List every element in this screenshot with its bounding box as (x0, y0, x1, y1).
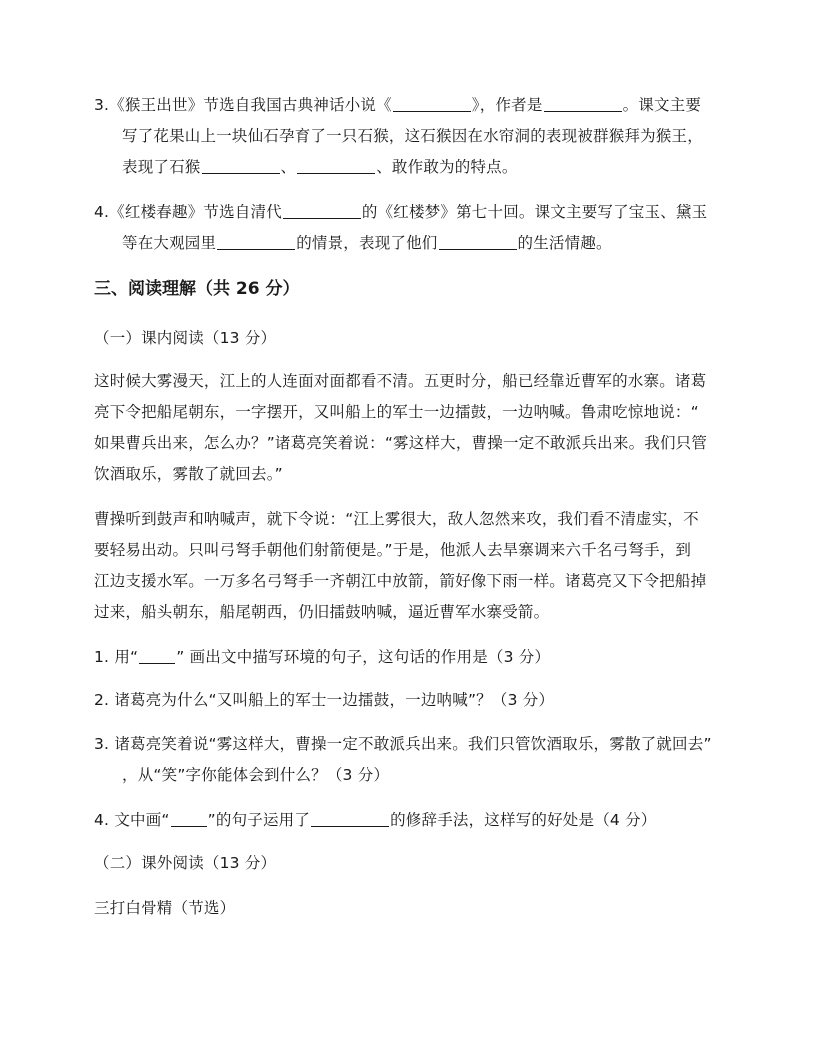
reading-question-4: 4. 文中画“ ”的句子运用了 的修辞手法，这样写的好处是（4 分） (94, 811, 657, 829)
passage-1-line-2: 亮下令把船尾朝东，一字摆开，又叫船上的军士一边擂鼓，一边呐喊。鲁肃吃惊地说：“ (94, 403, 699, 421)
section-3-heading: 三、阅读理解（共 26 分） (94, 279, 300, 299)
passage-2-line-2: 要轻易出动。只叫弓弩手朝他们射箭便是。”于是，他派人去旱寨调来六千名弓弩手，到 (94, 541, 692, 559)
part-2-title: （二）课外阅读（13 分） (94, 854, 277, 872)
answer-blank[interactable] (544, 95, 622, 112)
answer-blank[interactable] (393, 95, 471, 112)
passage-1-line-1: 这时候大雾漫天，江上的人连面对面都看不清。五更时分，船已经靠近曹军的水寨。诸葛 (94, 372, 707, 390)
underline-marker (171, 810, 207, 827)
part-1-title: （一）课内阅读（13 分） (94, 329, 277, 347)
answer-blank[interactable] (217, 233, 295, 250)
passage-2-line-4: 过来，船头朝东，船尾朝西，仍旧擂鼓呐喊，逼近曹军水寨受箭。 (94, 603, 550, 621)
passage-1-line-3: 如果曹兵出来，怎么办？”诸葛亮笑着说：“雾这样大，曹操一定不敢派兵出来。我们只管 (94, 434, 708, 452)
question-4-line-2: 等在大观园里 的情景，表现了他们 的生活情趣。 (122, 234, 612, 252)
question-3-line-3: 表现了石猴 、 、敢作敢为的特点。 (122, 158, 518, 176)
reading-question-3-line-2: ，从“笑”字你能体会到什么？（3 分） (122, 766, 390, 784)
reading-question-3-line-1: 3. 诸葛亮笑着说“雾这样大，曹操一定不敢派兵出来。我们只管饮酒取乐，雾散了就回去” (94, 735, 712, 753)
passage-1-line-4: 饮酒取乐，雾散了就回去。” (94, 465, 283, 483)
answer-blank[interactable] (311, 810, 389, 827)
question-3-line-2: 写了花果山上一块仙石孕育了一只石猴，这石猴因在水帘洞的表现被群猴拜为猴王， (122, 127, 703, 145)
question-4-line-1: 4.《红楼春趣》节选自清代 的《红楼梦》第七十回。课文主要写了宝玉、黛玉 (94, 203, 708, 221)
underline-marker (139, 647, 175, 664)
reading-question-1: 1. 用“ ” 画出文中描写环境的句子，这句话的作用是（3 分） (94, 648, 551, 666)
passage-2-line-1: 曹操听到鼓声和呐喊声，就下令说：“江上雾很大，敌人忽然来攻，我们看不清虚实，不 (94, 510, 699, 528)
answer-blank[interactable] (202, 157, 280, 174)
answer-blank[interactable] (439, 233, 517, 250)
question-3-line-1: 3.《猴王出世》节选自我国古典神话小说《 》，作者是 。课文主要 (94, 96, 702, 114)
story-title: 三打白骨精（节选） (94, 899, 236, 917)
answer-blank[interactable] (283, 202, 361, 219)
reading-question-2: 2. 诸葛亮为什么“又叫船上的军士一边擂鼓，一边呐喊”？（3 分） (94, 691, 555, 709)
passage-2-line-3: 江边支援水军。一万多名弓弩手一齐朝江中放箭，箭好像下雨一样。诸葛亮又下令把船掉 (94, 572, 707, 590)
answer-blank[interactable] (297, 157, 375, 174)
